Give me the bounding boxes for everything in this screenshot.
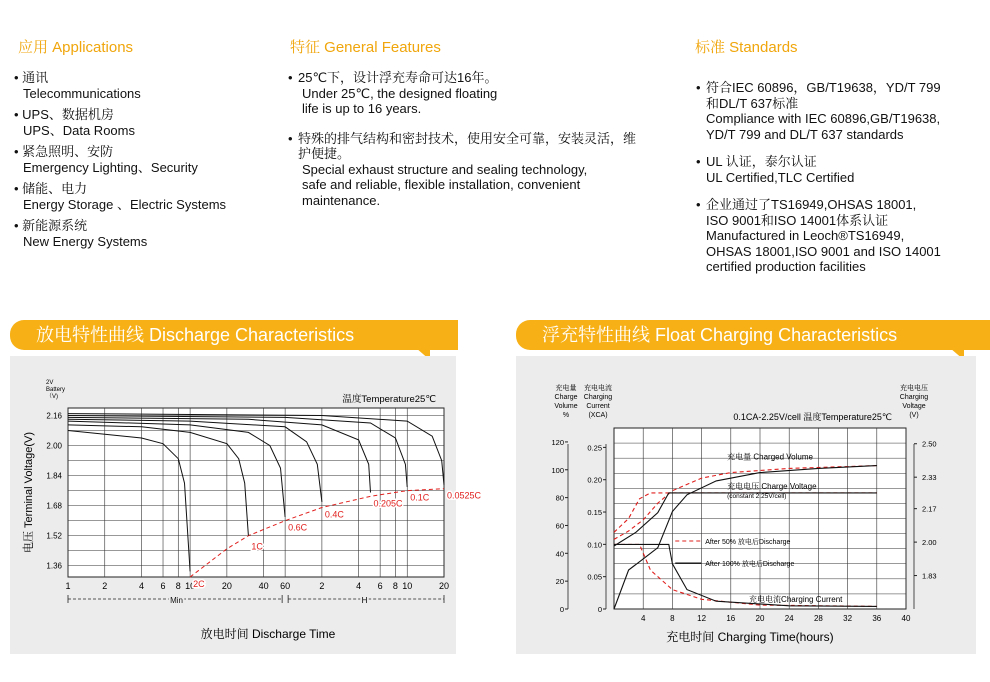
curve-label: 2C	[193, 579, 205, 589]
standard-item-cn-line: UL 认证，泰尔认证	[706, 154, 817, 169]
x-tick-label-hour: 20	[438, 581, 450, 591]
voltage-annotation: 充电电压 Charge Voltage	[727, 481, 817, 491]
x-axis-title: 放电时间 Discharge Time	[200, 627, 336, 641]
volume-axis-title: 充电量	[555, 385, 577, 392]
voltage-tick-label: 2.33	[922, 473, 937, 483]
float-chart-panel	[516, 356, 976, 654]
volume-axis-title: %	[562, 412, 570, 419]
hour-unit-label: H	[361, 596, 368, 605]
standard-item-cn-line: 符合IEC 60896，GB/T19638，YD/T 799	[706, 80, 941, 95]
standard-item-en-line: Compliance with IEC 60896,GB/T19638,	[706, 111, 941, 126]
x-tick-label-min: 1	[65, 581, 71, 591]
standard-item-en-line: YD/T 799 and DL/T 637 standards	[706, 126, 904, 142]
voltage-axis-title: Charging	[899, 394, 929, 401]
volume-axis-title: Charge	[554, 394, 578, 401]
feature-item-cn: 特殊的排气结构和密封技术，使用安全可靠，安装灵活，维护便捷。	[298, 130, 637, 161]
feature-item-cn: 25℃下，设计浮充寿命可达16年。	[298, 70, 498, 85]
application-item	[14, 107, 284, 138]
x-tick-label-min: 40	[258, 581, 269, 591]
feature-item-body	[298, 70, 648, 117]
curve-label: 0.205C	[373, 498, 403, 509]
application-item	[14, 144, 284, 175]
standard-item-body	[706, 154, 854, 185]
curve-label: 0.1C	[410, 492, 430, 503]
standard-item	[696, 154, 980, 185]
bullet-dot: •	[288, 130, 293, 146]
volume-annotation: 充电量 Charged Volume	[727, 452, 813, 462]
feature-item-body	[298, 131, 648, 209]
y-tick-label: 1.84	[46, 471, 62, 481]
application-item-cn: • 通讯	[14, 70, 49, 85]
volume-tick-label: 20	[555, 577, 564, 587]
curve-label: 0.0525C	[447, 490, 482, 501]
curve-label: 0.4C	[324, 509, 344, 520]
current-tick-label: 0.15	[587, 508, 602, 518]
standard-item	[696, 197, 980, 275]
x-tick-label: 20	[755, 614, 765, 623]
legend-dashed-label: After 50% 放电后Discharge	[705, 539, 791, 546]
y-tick-label: 1.52	[46, 531, 62, 541]
application-item-cn: • 新能源系统	[14, 218, 88, 233]
x-tick-label-min: 10	[185, 581, 196, 591]
feature-item-en-line: life is up to 16 years.	[302, 101, 422, 116]
x-tick-label-hour: 10	[402, 581, 413, 591]
x-tick-label-min: 20	[221, 581, 232, 591]
application-item-cn: • 紧急照明、安防	[14, 144, 114, 159]
application-item-en: UPS、Data Rooms	[23, 122, 135, 138]
x-tick-label: 12	[697, 614, 707, 623]
voltage-note: (constant 2.25V/cell)	[727, 492, 787, 500]
x-tick-label-hour: 4	[356, 581, 362, 591]
y-tick-label: 1.68	[46, 501, 62, 511]
voltage-axis-title: (V)	[909, 412, 919, 419]
min-unit-label: Min	[170, 596, 184, 605]
x-tick-label: 24	[784, 614, 794, 623]
current-tick-label: 0.25	[587, 443, 602, 453]
x-tick-label: 28	[813, 614, 823, 623]
standard-item-body	[706, 197, 941, 275]
voltage-tick-label: 1.83	[922, 571, 937, 581]
current-tick-label: 0.05	[587, 572, 602, 582]
x-tick-label-min: 2	[102, 581, 108, 591]
voltage-tick-label: 2.17	[922, 504, 937, 514]
y-unit-label: （V)	[46, 394, 59, 400]
y-tick-label: 2.16	[46, 411, 62, 421]
bullet-dot: •	[696, 154, 701, 169]
application-item	[14, 70, 284, 101]
curve-label: 0.6C	[288, 522, 308, 533]
features-title: 特征 General Features	[290, 39, 441, 56]
chart-title: 温度Temperature25℃	[342, 394, 436, 405]
standard-item-en-line: certified production facilities	[706, 259, 866, 274]
standards-title: 标准 Standards	[695, 39, 798, 56]
feature-item	[288, 70, 668, 117]
x-tick-label: 16	[726, 614, 736, 623]
volume-axis-title: Volume	[554, 403, 578, 410]
application-item-en: New Energy Systems	[23, 233, 148, 249]
application-item-en: Telecommunications	[23, 85, 141, 101]
y-tick-label: 2.00	[46, 441, 62, 451]
application-item	[14, 181, 284, 212]
x-tick-label: 32	[843, 614, 853, 623]
x-tick-label: 40	[901, 614, 911, 623]
applications-title: 应用 Applications	[18, 39, 134, 56]
current-tick-label: 0.20	[587, 475, 602, 485]
x-tick-label-min: 6	[160, 581, 166, 591]
y-tick-label: 1.36	[46, 561, 62, 571]
standard-item-body	[706, 80, 941, 142]
y-unit-label: Battery	[46, 387, 66, 393]
current-axis-title: Charging	[583, 394, 613, 401]
volume-tick-label: 80	[555, 493, 564, 503]
discharge-banner: 放电特性曲线 Discharge Characteristics	[10, 320, 458, 350]
current-annotation: 充电电流Charging Current	[749, 595, 843, 605]
x-tick-label-min: 8	[175, 581, 181, 591]
standard-item-en-line: UL Certified,TLC Certified	[706, 169, 855, 185]
application-item-cn: • 储能、电力	[14, 181, 88, 196]
x-tick-label-hour: 6	[377, 581, 383, 591]
applications-list	[14, 70, 284, 255]
x-tick-label: 4	[640, 614, 646, 623]
application-item-cn: • UPS、数据机房	[14, 107, 114, 122]
feature-item-en-line: Under 25℃, the designed floating	[302, 85, 498, 101]
y-axis-title: 电压 Terminal Voltage(V)	[23, 431, 35, 554]
standard-item-en-line: OHSAS 18001,ISO 9001 and ISO 14001	[706, 243, 941, 259]
bullet-dot: •	[696, 197, 701, 212]
current-axis-title: (XCA)	[588, 412, 608, 419]
volume-tick-label: 0	[559, 605, 564, 614]
x-tick-label: 8	[670, 614, 675, 623]
y-unit-label: 2V	[46, 380, 54, 386]
current-tick-label: 0.10	[587, 540, 602, 550]
x-axis-title: 充电时间 Charging Time(hours)	[666, 630, 834, 644]
x-tick-label-hour: 8	[392, 581, 398, 591]
volume-tick-label: 120	[551, 437, 564, 447]
curve-label: 1C	[251, 541, 263, 552]
float-banner: 浮充特性曲线 Float Charging Characteristics	[516, 320, 990, 350]
feature-item-en-line: maintenance.	[302, 192, 381, 208]
standard-item-en-line: Manufactured in Leoch®TS16949,	[706, 228, 905, 243]
standard-item-cn-line: ISO 9001和ISO 14001体系认证	[706, 212, 889, 228]
current-axis-title: 充电电流	[584, 385, 612, 392]
x-tick-label-min: 60	[280, 581, 291, 591]
voltage-axis-title: Voltage	[902, 403, 926, 410]
x-tick-label-hour: 2	[319, 581, 325, 591]
bullet-dot: •	[288, 70, 293, 85]
volume-tick-label: 60	[555, 521, 564, 531]
discharge-chart	[10, 356, 482, 654]
voltage-axis-title: 充电电压	[900, 385, 928, 392]
x-tick-label-min: 4	[139, 581, 145, 591]
voltage-tick-label: 2.50	[922, 439, 937, 449]
voltage-tick-label: 2.00	[922, 538, 937, 548]
volume-tick-label: 100	[551, 465, 564, 475]
standards-list	[696, 80, 980, 287]
x-tick-label: 36	[872, 614, 882, 623]
standard-item-cn-line: 和DL/T 637标准	[706, 95, 799, 111]
feature-item-en-line: safe and reliable, flexible installation, convenient	[302, 177, 581, 192]
chart-title: 0.1CA-2.25V/cell 温度Temperature25℃	[733, 412, 892, 422]
discharge-chart-panel	[10, 356, 482, 654]
standard-item-cn-line: 企业通过了TS16949,OHSAS 18001,	[706, 197, 917, 212]
float-charging-chart	[516, 356, 976, 654]
application-item	[14, 218, 284, 249]
current-tick-label: 0	[597, 605, 602, 614]
current-axis-title: Current	[586, 403, 610, 410]
bullet-dot: •	[696, 80, 701, 95]
feature-item-en-line: Special exhaust structure and sealing technology,	[302, 161, 588, 177]
legend-solid-label: After 100% 放电后Discharge	[705, 561, 795, 568]
features-list	[288, 70, 668, 222]
application-item-en: Energy Storage 、Electric Systems	[23, 196, 227, 212]
feature-item	[288, 131, 668, 209]
application-item-en: Emergency Lighting、Security	[23, 159, 198, 175]
standard-item	[696, 80, 980, 142]
volume-tick-label: 40	[555, 549, 564, 559]
